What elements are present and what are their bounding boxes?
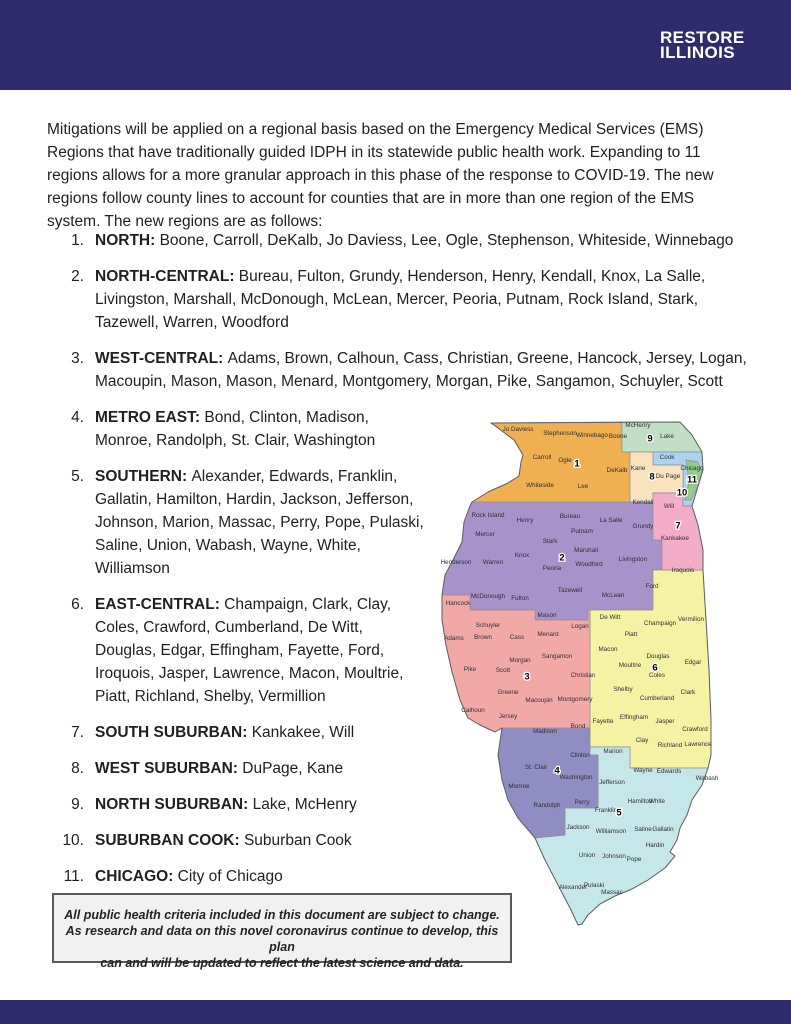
- county-label: Gallatin: [652, 826, 674, 833]
- region-number-badge: 11: [686, 474, 698, 486]
- region-number-badge: 5: [616, 807, 622, 819]
- county-label: Hardin: [645, 842, 665, 849]
- region-number: 8.: [71, 760, 84, 777]
- county-label: Henderson: [440, 559, 472, 566]
- county-label: Jefferson: [599, 779, 625, 786]
- county-label: Livingston: [618, 556, 648, 563]
- county-label: Jackson: [566, 824, 590, 831]
- region-counties: DuPage, Kane: [242, 760, 344, 777]
- county-label: Randolph: [533, 802, 561, 809]
- county-label: McHenry: [625, 422, 651, 429]
- county-label: Greene: [497, 689, 519, 696]
- county-label: Henry: [516, 517, 534, 524]
- region-number-badge: 6: [652, 662, 658, 674]
- region-counties: Suburban Cook: [243, 832, 352, 849]
- region-number: 7.: [71, 724, 84, 741]
- county-label: Crawford: [682, 726, 708, 733]
- region-counties: Lake, McHenry: [252, 796, 357, 813]
- county-label: White: [648, 798, 666, 805]
- county-label: Cumberland: [639, 695, 675, 702]
- county-label: Fulton: [511, 595, 529, 602]
- region-number: 6.: [71, 596, 84, 613]
- county-label: Stephenson: [543, 430, 577, 437]
- region-counties: City of Chicago: [177, 868, 283, 885]
- county-label: Montgomery: [557, 696, 593, 703]
- county-label: Cass: [509, 634, 525, 641]
- region-number: 11.: [63, 868, 84, 885]
- county-label: Du Page: [655, 473, 681, 480]
- county-label: Marion: [603, 748, 623, 755]
- county-label: Sangamon: [541, 653, 573, 660]
- intro-paragraph: Mitigations will be applied on a regional basis based on the Emergency Medical Services (EMS) Regions that have traditionally guided IDPH in its statewide public health work. Expanding to 11 regions allows for a more granular approach in this phase of the response to COVID-19. The new regions follow county lines to account for counties that are in more than one region of the EMS system. The new regions are as follows:: [47, 121, 714, 230]
- county-label: Franklin: [594, 807, 618, 814]
- region-number-badge: 4: [554, 765, 560, 777]
- county-label: Kankakee: [660, 535, 690, 542]
- county-label: Massac: [601, 889, 623, 896]
- county-label: Stark: [542, 538, 558, 545]
- disclaimer-line: As research and data on this novel coronavirus continue to develop, this plan: [65, 924, 499, 954]
- footer-bar: [0, 1000, 791, 1024]
- county-label: Calhoun: [461, 707, 485, 714]
- region-name: NORTH:: [95, 232, 160, 249]
- county-label: Clay: [635, 737, 649, 744]
- county-label: Richland: [657, 742, 683, 749]
- county-label: Peoria: [542, 565, 562, 572]
- region-number-badge: 10: [676, 487, 688, 499]
- county-label: Coles: [648, 672, 666, 679]
- region-counties: Bond, Clinton, Madison, Monroe, Randolph, St. Clair, Washington: [95, 409, 376, 449]
- county-label: Clark: [680, 689, 696, 696]
- county-label: Jasper: [655, 718, 675, 725]
- county-label: Putnam: [571, 528, 593, 535]
- restore-illinois-logo: [660, 30, 745, 60]
- county-label: Lawrence: [684, 741, 712, 748]
- region-number: 10.: [62, 832, 84, 849]
- county-label: McDonough: [471, 593, 505, 600]
- county-label: Will: [663, 503, 675, 510]
- region-name: WEST SUBURBAN:: [95, 760, 243, 777]
- county-label: Boone: [608, 433, 628, 440]
- region-number: 4.: [71, 409, 84, 426]
- county-label: DeKalb: [606, 467, 628, 474]
- region-name: WEST-CENTRAL:: [95, 350, 228, 367]
- county-label: Edgar: [684, 659, 702, 666]
- region-counties: Bureau, Fulton, Grundy, Henderson, Henry, Kendall, Knox, La Salle, Livingston, Marshall, McDonough, McLean, Mercer, Peoria, Putnam, Rock Island, Stark, Tazewell, Warren, Woodford: [95, 268, 706, 331]
- county-label: Douglas: [646, 653, 670, 660]
- county-label: Marshall: [574, 547, 598, 554]
- county-label: Shelby: [613, 686, 633, 693]
- county-label: McLean: [601, 592, 625, 599]
- region-counties: Kankakee, Will: [251, 724, 355, 741]
- county-label: Ogle: [558, 457, 572, 464]
- header-bar: [0, 0, 791, 90]
- region-name: CHICAGO:: [95, 868, 178, 885]
- county-label: St. Clair: [524, 764, 548, 771]
- county-label: Schuyler: [475, 622, 501, 629]
- county-label: Chicago: [680, 465, 704, 472]
- region-number: 2.: [71, 268, 84, 285]
- county-label: Macoupin: [525, 697, 553, 704]
- county-label: Logan: [571, 623, 589, 630]
- county-label: Lake: [660, 433, 674, 440]
- county-label: Vermilion: [678, 616, 704, 623]
- county-label: Hancock: [445, 600, 471, 607]
- county-label: Pope: [626, 856, 642, 863]
- county-label: Cook: [659, 454, 675, 461]
- county-label: Whiteside: [526, 482, 554, 489]
- region-number: 9.: [71, 796, 84, 813]
- county-label: Jo Daviess: [502, 426, 534, 433]
- county-label: Hamilton: [627, 798, 653, 805]
- region-number-badge: 8: [649, 471, 655, 483]
- county-label: Macon: [598, 646, 618, 653]
- county-label: Perry: [574, 799, 590, 806]
- county-label: Adams: [444, 635, 464, 642]
- region-number-badge: 3: [524, 671, 530, 683]
- county-label: Madison: [533, 728, 557, 735]
- region-name: NORTH SUBURBAN:: [95, 796, 253, 813]
- region-list-item: [47, 593, 425, 708]
- county-label: Mason: [537, 612, 557, 619]
- county-label: Ford: [645, 583, 659, 590]
- county-label: Kane: [630, 465, 646, 472]
- county-label: Williamson: [595, 828, 627, 835]
- region-number: 1.: [71, 232, 84, 249]
- county-label: Johnson: [602, 853, 626, 860]
- county-label: Menard: [537, 631, 559, 638]
- county-label: Woodford: [575, 561, 603, 568]
- region-number: 5.: [71, 468, 84, 485]
- region-name: SOUTH SUBURBAN:: [95, 724, 252, 741]
- region-counties: Boone, Carroll, DeKalb, Jo Daviess, Lee, Ogle, Stephenson, Whiteside, Winnebago: [159, 232, 734, 249]
- region-name: NORTH-CENTRAL:: [95, 268, 239, 285]
- county-label: Warren: [482, 559, 504, 566]
- county-label: Pike: [463, 666, 477, 673]
- county-label: Winnebago: [576, 432, 608, 439]
- county-label: Fayette: [592, 718, 614, 725]
- county-label: Bureau: [559, 513, 581, 520]
- region-list-item: [47, 229, 748, 252]
- region-number-badge: 2: [559, 552, 565, 564]
- county-label: Lee: [577, 483, 589, 490]
- region-list-item: [47, 406, 425, 452]
- county-label: Pulaski: [583, 882, 605, 889]
- county-label: Wabash: [695, 775, 719, 782]
- county-label: Brown: [474, 634, 492, 641]
- county-label: Champaign: [643, 620, 677, 627]
- region-number-badge: 1: [574, 458, 580, 470]
- county-label: Christian: [570, 672, 596, 679]
- region-number-badge: 7: [675, 520, 681, 532]
- region-counties: Champaign, Clark, Clay, Coles, Crawford, Cumberland, De Witt, Douglas, Edgar, Effingham, Fayette, Ford, Iroquois, Jasper, Lawrence, Macon, Moultrie, Piatt, Richland, Shelby, Vermillion: [95, 596, 404, 705]
- county-label: La Salle: [599, 517, 623, 524]
- county-label: Effingham: [619, 714, 649, 721]
- county-label: Alexander: [558, 884, 588, 891]
- county-label: Moultrie: [618, 662, 642, 669]
- county-label: Carroll: [532, 454, 552, 461]
- region-number-badge: 9: [647, 433, 653, 445]
- county-label: Knox: [514, 552, 530, 559]
- county-label: Edwards: [656, 768, 682, 775]
- region-name: SOUTHERN:: [95, 468, 192, 485]
- region-counties: Alexander, Edwards, Franklin, Gallatin, Hamilton, Hardin, Jackson, Jefferson, Johnson, Marion, Massac, Perry, Pope, Pulaski, Saline, Union, Wabash, Wayne, White, Williamson: [95, 468, 424, 577]
- region-list-item: [47, 465, 425, 580]
- county-label: Tazewell: [557, 587, 583, 594]
- county-label: Iroquois: [671, 567, 695, 574]
- county-label: Mercer: [475, 531, 495, 538]
- county-label: Jersey: [498, 713, 518, 720]
- county-label: De Witt: [599, 614, 621, 621]
- county-label: Saline: [634, 826, 652, 833]
- county-label: Monroe: [508, 783, 530, 790]
- region-name: SUBURBAN COOK:: [95, 832, 244, 849]
- county-label: Grundy: [632, 523, 654, 530]
- disclaimer-box: [52, 893, 512, 970]
- logo-line-2: ILLINOIS: [660, 43, 735, 62]
- county-label: Piatt: [624, 631, 638, 638]
- region-number: 3.: [71, 350, 84, 367]
- disclaimer-line: can and will be updated to reflect the latest science and data.: [100, 956, 464, 970]
- region-counties: Adams, Brown, Calhoun, Cass, Christian, Greene, Hancock, Jersey, Logan, Macoupin, Mason, Mason, Menard, Montgomery, Morgan, Pike, Sangamon, Schuyler, Scott: [95, 350, 747, 390]
- county-label: Washington: [559, 774, 593, 781]
- county-label: Union: [578, 852, 596, 859]
- logo-line-1: RESTORE: [660, 28, 745, 47]
- illinois-region-map: [440, 410, 750, 955]
- county-label: Clinton: [570, 752, 590, 759]
- county-label: Morgan: [509, 657, 531, 664]
- county-label: Rock Island: [471, 512, 505, 519]
- county-label: Kendall: [632, 499, 654, 506]
- region-list-item: [47, 265, 748, 334]
- region-name: EAST-CENTRAL:: [95, 596, 225, 613]
- county-label: Scott: [495, 667, 511, 674]
- region-name: METRO EAST:: [95, 409, 205, 426]
- region-list-item: [47, 347, 748, 393]
- disclaimer-line: All public health criteria included in this document are subject to change.: [64, 908, 500, 922]
- county-label: Bond: [570, 723, 586, 730]
- county-label: Wayne: [633, 767, 653, 774]
